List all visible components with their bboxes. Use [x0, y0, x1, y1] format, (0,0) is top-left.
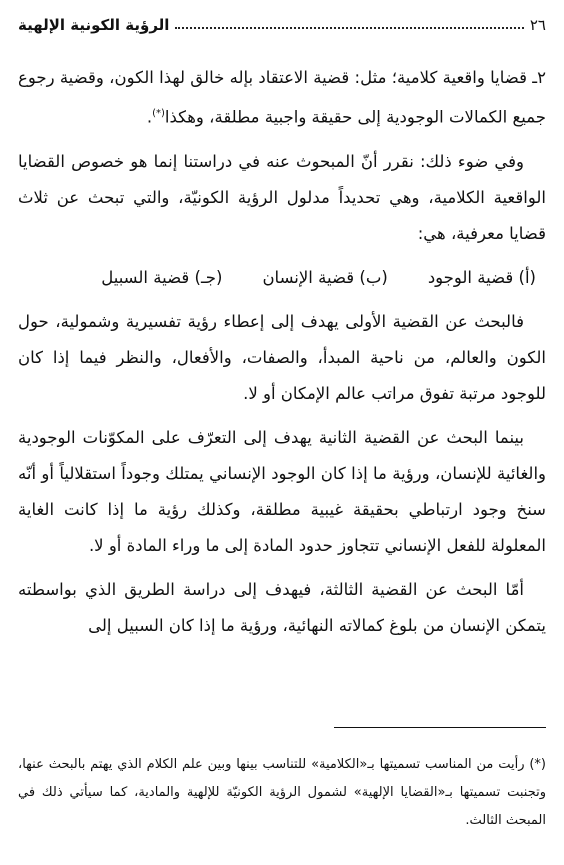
topic-existence: (أ) قضية الوجود	[427, 267, 536, 287]
paragraph-first-topic: فالبحث عن القضية الأولى يهدف إلى إعطاء رؤية تفسيرية وشمولية، حول الكون والعالم، من ناحية المبدأ، والصفات، والأفعال، والنظر فيما إذا كان للوجود مرتبة تفوق مراتب عالم الإمكان أو لا.	[18, 311, 546, 403]
footnote-separator	[334, 727, 546, 728]
paragraph-kalami-propositions	[18, 60, 546, 136]
paragraph-third-topic: أمّا البحث عن القضية الثالثة، فيهدف إلى دراسة الطريق الذي بواسطته يتمكن الإنسان من بلوغ كمالاته النهائية، ورؤية ما إذا كان السبيل إلى	[18, 579, 546, 635]
page-number: ٢٦	[529, 16, 546, 34]
page-body	[18, 60, 546, 652]
topics-list	[18, 260, 546, 296]
footnote: (*) رأيت من المناسب تسميتها بـ«الكلامية» للتناسب بينها وبين علم الكلام الذي يهتم بالبحث عنها، وتجنبت تسميتها بـ«القضايا الإلهية» لشمول الرؤية الكونيّة للإلهية والمادية، كما سيأتي ذلك في المبحث الثالث.	[18, 757, 546, 828]
header-dotted-leader	[175, 27, 523, 29]
book-page	[18, 0, 546, 865]
paragraph-text: ٢ـ قضايا واقعية كلامية؛ مثل: قضية الاعتقاد بإله خالق لهذا الكون، وقضية رجوع جميع الكمالات الوجودية إلى حقيقة واجبية مطلقة، وهكذا	[18, 68, 546, 127]
trailing-dot: .	[146, 107, 153, 127]
footnote-marker: (*)	[152, 108, 165, 119]
topic-human: (ب) قضية الإنسان	[262, 267, 388, 287]
running-header	[18, 10, 546, 34]
paragraph-second-topic: بينما البحث عن القضية الثانية يهدف إلى التعرّف على المكوّنات الوجودية والغائية للإنسان، ورؤية ما إذا كان الوجود الإنساني يمتلك وجوداً استقلالياً أو أنّه سنخ وجود ارتباطي بحقيقة غيبية مطلقة، وكذلك رؤية ما إذا كانت الغاية المعلولة للفعل الإنساني تتجاوز حدود المادة إلى ما وراء المادة أو لا.	[18, 427, 546, 555]
running-title: الرؤية الكونية الإلهية	[18, 16, 170, 34]
paragraph-scope: وفي ضوء ذلك: نقرر أنّ المبحوث عنه في دراستنا إنما هو خصوص القضايا الواقعية الكلامية، وهي تحديداً مدلول الرؤية الكونيّة، والتي تبحث عن ثلاث قضايا معرفية، هي:	[18, 151, 546, 243]
topic-path: (جـ) قضية السبيل	[101, 267, 223, 287]
